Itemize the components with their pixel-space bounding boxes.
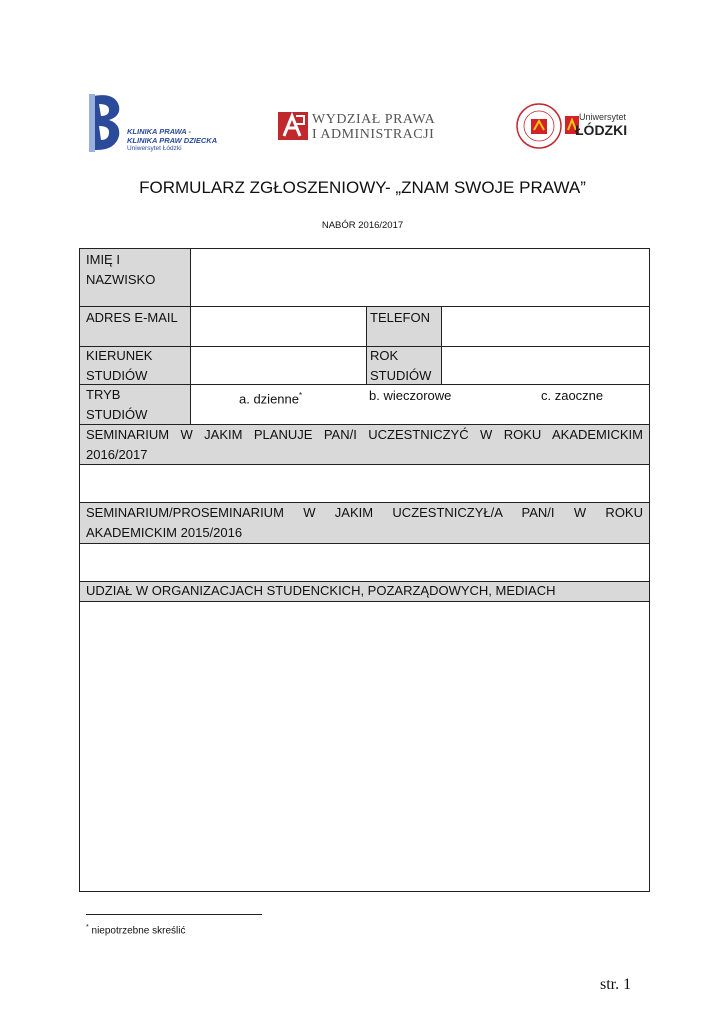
orgs-field[interactable]: [81, 602, 648, 890]
proseminar-label-line2: AKADEMICKIM 2015/2016: [86, 525, 243, 540]
faculty-logo-line1: WYDZIAŁ PRAWA: [312, 112, 436, 127]
proseminar-label: [86, 503, 643, 543]
name-label-line1: IMIĘ I: [86, 252, 120, 267]
year-label: [370, 346, 440, 386]
mode-label-line2: STUDIÓW: [86, 407, 148, 422]
proseminar-label-line1: SEMINARIUM/PROSEMINARIUM W JAKIM UCZESTNICZYŁ/A PAN/I W ROKU: [86, 505, 643, 520]
faculty-logo: [278, 112, 448, 146]
application-form: [79, 248, 650, 892]
major-label-line2: STUDIÓW: [86, 368, 148, 383]
seminar-label: [86, 425, 643, 465]
university-seal: [515, 102, 563, 150]
page-number: str. 1: [600, 976, 632, 993]
university-logo-line2: ŁÓDZKI: [575, 122, 628, 138]
mode-option-day[interactable]: [239, 386, 302, 409]
mode-option-day-footnote-mark: *: [299, 391, 303, 400]
seminar-field[interactable]: [81, 465, 648, 501]
faculty-logo-mark: [278, 112, 308, 140]
phone-field[interactable]: [442, 307, 648, 345]
orgs-label: UDZIAŁ W ORGANIZACJACH STUDENCKICH, POZARZĄDOWYCH, MEDIACH: [86, 583, 556, 598]
form-title: FORMULARZ ZGŁOSZENIOWY- „ZNAM SWOJE PRAWA”: [139, 178, 586, 197]
clinic-logo: [85, 92, 235, 154]
seminar-label-line1: SEMINARIUM W JAKIM PLANUJE PAN/I UCZESTNICZYĆ W ROKU AKADEMICKIM: [86, 427, 643, 442]
name-field[interactable]: [191, 250, 648, 305]
name-label: [86, 250, 186, 290]
major-field[interactable]: [191, 347, 365, 383]
clinic-logo-mark: [85, 92, 125, 154]
year-label-line1: ROK: [370, 348, 399, 363]
email-field[interactable]: [191, 307, 365, 345]
major-label-line1: KIERUNEK: [86, 348, 153, 363]
clinic-logo-line3: Uniwersytet Łódzki: [127, 145, 182, 152]
mode-label-line1: TRYB: [86, 387, 121, 402]
clinic-logo-line2: KLINIKA PRAW DZIECKA: [127, 136, 218, 145]
mode-option-extramural[interactable]: c. zaoczne: [541, 388, 604, 403]
clinic-logo-line1: KLINIKA PRAWA -: [127, 127, 192, 136]
year-field[interactable]: [442, 347, 648, 383]
email-label: ADRES E-MAIL: [86, 310, 178, 325]
faculty-logo-line2: I ADMINISTRACJI: [312, 127, 435, 142]
footnote: [86, 924, 185, 936]
footnote-mark: *: [86, 924, 89, 931]
column-divider: [366, 306, 367, 384]
university-logo: [515, 102, 635, 152]
mode-label: [86, 385, 186, 425]
name-label-line2: NAZWISKO: [86, 272, 156, 287]
form-subtitle: NABÓR 2016/2017: [321, 220, 404, 231]
seminar-label-line2: 2016/2017: [86, 447, 148, 462]
footnote-separator: [86, 914, 262, 915]
year-label-line2: STUDIÓW: [370, 368, 432, 383]
phone-label: TELEFON: [370, 310, 430, 325]
mode-option-evening[interactable]: b. wieczorowe: [369, 388, 452, 403]
mode-option-day-label: a. dzienne: [239, 391, 299, 407]
proseminar-field[interactable]: [81, 544, 648, 580]
major-label: [86, 346, 186, 386]
footnote-text: niepotrzebne skreślić: [88, 925, 186, 937]
university-logo-line1: Uniwersytet: [579, 112, 627, 122]
